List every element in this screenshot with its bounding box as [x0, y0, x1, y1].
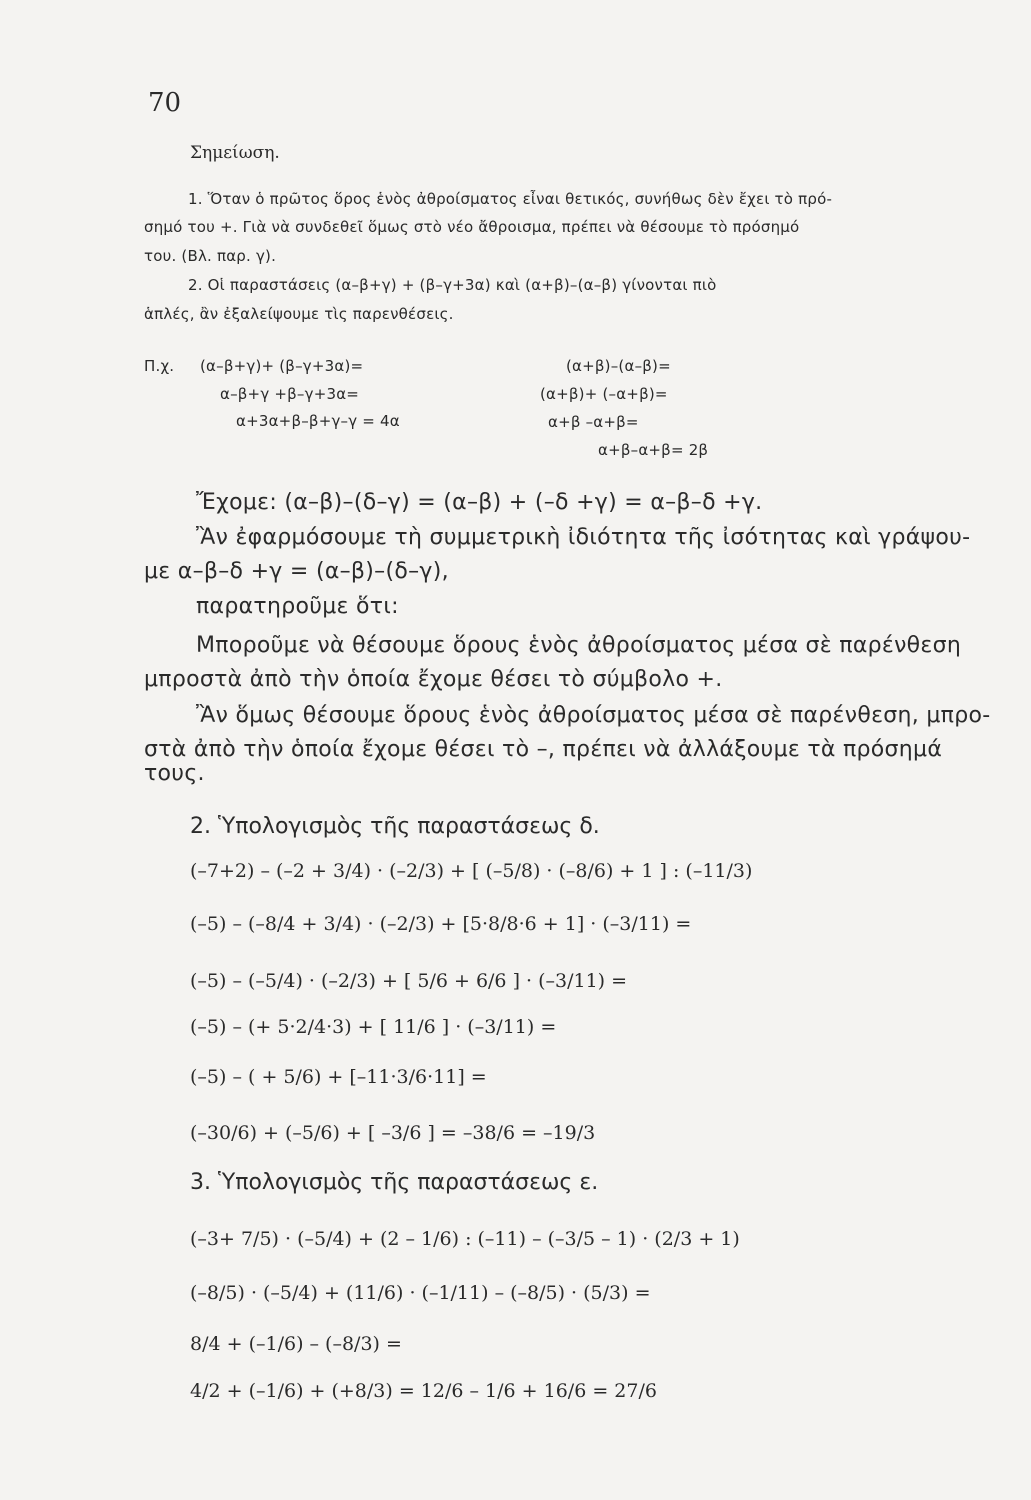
- note2-line1: 2. Οἱ παραστάσεις (α–β+γ) + (β–γ+3α) καὶ (α+β)–(α–β) γίνονται πιὸ: [188, 276, 717, 294]
- example-right-1: (α+β)–(α–β)=: [566, 357, 671, 375]
- rule1-line2: μπροστὰ ἀπὸ τὴν ὁποία ἔχομε θέσει τὸ σύμβολο +.: [144, 667, 723, 692]
- section2-row-3: (–5) – (–5/4) · (–2/3) + [ 5/6 + 6/6 ] · (–3/11) =: [190, 970, 628, 992]
- main-line2: Ἂν ἐφαρμόσουμε τὴ συμμετρικὴ ἰδιότητα τῆς ἰσότητας καὶ γράψου-: [196, 525, 971, 550]
- section2-row-5: (–5) – ( + 5/6) + [–11·3/6·11] =: [190, 1066, 487, 1088]
- example-right-3: α+β –α+β=: [548, 413, 639, 431]
- rule2-line3: τους.: [144, 761, 205, 786]
- note1-line2: σημό του +. Γιὰ νὰ συνδεθεῖ ὅμως στὸ νέο ἄθροισμα, πρέπει νὰ θέσουμε τὸ πρόσημό: [144, 218, 800, 236]
- section3-row-2: (–8/5) · (–5/4) + (11/6) · (–1/11) – (–8/5) · (5/3) =: [190, 1282, 651, 1304]
- page-number: 70: [148, 88, 182, 118]
- main-line4: παρατηροῦμε ὅτι:: [196, 594, 399, 619]
- section2-row-6: (–30/6) + (–5/6) + [ –3/6 ] = –38/6 = –19/3: [190, 1122, 596, 1144]
- section3-row-4: 4/2 + (–1/6) + (+8/3) = 12/6 – 1/6 + 16/6 = 27/6: [190, 1380, 657, 1402]
- example-left-3: α+3α+β–β+γ–γ = 4α: [236, 412, 400, 430]
- section3-row-3: 8/4 + (–1/6) – (–8/3) =: [190, 1333, 402, 1355]
- rule2-line2: στὰ ἀπὸ τὴν ὁποία ἔχομε θέσει τὸ –, πρέπει νὰ ἀλλάξουμε τὰ πρόσημά: [144, 737, 943, 762]
- note-heading: Σημείωση.: [190, 143, 280, 163]
- main-line3: με α–β–δ +γ = (α–β)–(δ–γ),: [144, 559, 449, 584]
- example-label: Π.χ.: [144, 357, 175, 375]
- section2-heading: 2. Ὑπολογισμὸς τῆς παραστάσεως δ.: [190, 814, 600, 839]
- note1-line3: του. (Βλ. παρ. γ).: [144, 247, 277, 265]
- example-left-2: α–β+γ +β–γ+3α=: [220, 385, 360, 403]
- section2-row-2: (–5) – (–8/4 + 3/4) · (–2/3) + [5·8/8·6 + 1] · (–3/11) =: [190, 913, 692, 935]
- section3-heading: 3. Ὑπολογισμὸς τῆς παραστάσεως ε.: [190, 1170, 599, 1195]
- note1-line1: 1. Ὅταν ὁ πρῶτος ὅρος ἑνὸς ἀθροίσματος εἶναι θετικός, συνήθως δὲν ἔχει τὸ πρό-: [188, 190, 833, 208]
- example-left-1: (α–β+γ)+ (β–γ+3α)=: [200, 357, 364, 375]
- example-right-2: (α+β)+ (–α+β)=: [540, 385, 668, 403]
- section2-row-1: (–7+2) – (–2 + 3/4) · (–2/3) + [ (–5/8) · (–8/6) + 1 ] : (–11/3): [190, 860, 753, 882]
- example-right-4: α+β–α+β= 2β: [598, 441, 709, 459]
- section2-row-4: (–5) – (+ 5·2/4·3) + [ 11/6 ] · (–3/11) =: [190, 1016, 557, 1038]
- rule1-line1: Μποροῦμε νὰ θέσουμε ὅρους ἑνὸς ἀθροίσματος μέσα σὲ παρένθεση: [196, 633, 962, 658]
- main-line1: Ἔχομε: (α–β)–(δ–γ) = (α–β) + (–δ +γ) = α–β–δ +γ.: [196, 490, 763, 515]
- note2-line2: ἁπλές, ἂν ἐξαλείψουμε τὶς παρενθέσεις.: [144, 305, 454, 323]
- section3-row-1: (–3+ 7/5) · (–5/4) + (2 – 1/6) : (–11) – (–3/5 – 1) · (2/3 + 1): [190, 1228, 740, 1250]
- rule2-line1: Ἂν ὅμως θέσουμε ὅρους ἑνὸς ἀθροίσματος μέσα σὲ παρένθεση, μπρο-: [196, 703, 991, 728]
